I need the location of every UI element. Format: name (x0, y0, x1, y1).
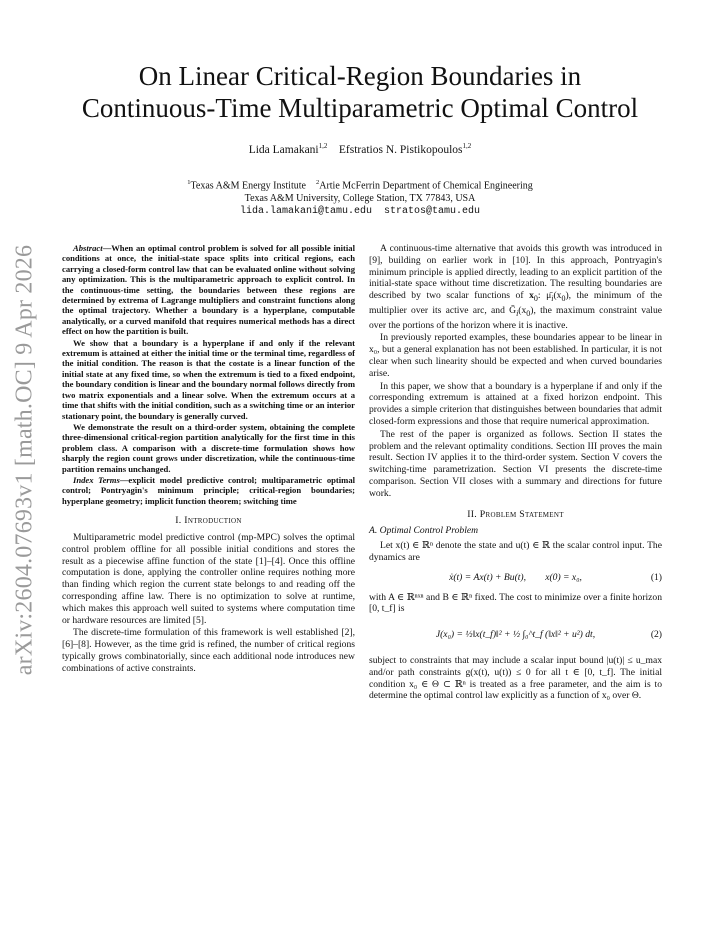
equation-2-number: (2) (650, 629, 662, 641)
index-terms-label: Index Terms (73, 474, 120, 485)
intro-p2: The discrete-time formulation of this framework is well established [2], [6]–[8]. However, as the time grid is refined, the number of critical regions typically grows combinatorially, since each additional node introduces new combinations of active constraints. (62, 627, 355, 674)
affiliation-line-1 (40, 176, 680, 192)
index-terms-text: —explicit model predictive control; multiparametric optimal control; Pontryagin's minimum principle; critical-region boundaries; hyperplane geometry; implicit function theorem; switching time (62, 474, 356, 506)
abstract-text-1: —When an optimal control problem is solved for all possible initial conditions at once, the initial-state space splits into critical regions, each carrying a closed-form control law that can be evaluated online without solving any optimization. This is the multiparametric approach to explicit control. In the continuous-time setting, the boundaries between these regions are determined by extrema of Lagrange multipliers and constraint functions along the optimal trajectory. Whether a boundary is a hyperplane, computable analytically, or a curved manifold that requires numerical methods has a direct effect on how the partition is built. (62, 243, 355, 337)
intro-p3-b: : μ̄ (537, 290, 552, 302)
abstract-p3: We demonstrate the result on a third-order system, obtaining the complete three-dimensional critical-region partition analytically for the first time in this problem class. A comparison with a discrete-time formulation shows how sharply the region count grows under discretization, while the continuous-time partition remains unchanged. (62, 421, 355, 474)
abstract-p2: We show that a boundary is a hyperplane if and only if the relevant extremum is attained at either the initial time or the terminal time, regardless of the initial condition. The reason is that the costate is a linear function of the initial state at any fixed time, so when the extremum is tied to a fixed endpoint, the boundary condition is linear and the boundary normal follows directly from two matrix exponentials and a linear solve. When the extremum occurs at a time that shifts with the initial condition, such as a switching time or an interior stationary point, the boundary is generally curved. (62, 337, 355, 421)
left-column (62, 243, 355, 676)
author-list (40, 142, 680, 156)
affiliation-line-2: Texas A&M University, College Station, TX 77843, USA (244, 193, 476, 205)
affil-inst-1: Texas A&M Energy Institute (190, 180, 306, 192)
affil-sup-2: 2 (315, 179, 320, 186)
intro-p3-d: ), the minimum of the multiplier over its active arc, and Ḡ (369, 290, 662, 316)
paper-title (40, 60, 680, 124)
right-column (369, 243, 662, 703)
intro-p5: In this paper, we show that a boundary is a hyperplane if and only if the corresponding extremum is attained at a fixed horizon endpoint. This provides a simple criterion that distinguishes between boundaries that admit closed-form expressions and those that require numerical approximation. (369, 380, 662, 427)
equation-2 (369, 629, 662, 641)
intro-p1: Multiparametric model predictive control (mp-MPC) solves the optimal control problem offline for all possible initial conditions and stores the result as a piecewise affine function of the state [1]–[4]. Once this offline computation is done, applying the controller online requires nothing more than finding which region the current state belongs to and reading off the corresponding affine law. There is no optimization to solve at runtime, which makes this approach well suited to systems where computation time or hardware resources are limited [5]. (62, 531, 355, 626)
author-2-affil: 1,2 (462, 142, 472, 150)
problem-p3: subject to constraints that may include a scalar input bound |u(t)| ≤ u_max and/or path constraints g(x(t), u(t)) ≤ 0 for all t ∈ [0, t_f]. The initial condition x₀ ∈ Θ ⊂ ℝⁿ is treated as a free parameter, and the aim is to determine the optimal control law explicitly as a function of x₀ over Θ. (369, 654, 662, 702)
affiliations (40, 176, 680, 218)
intro-p3-e: (x (518, 304, 527, 316)
problem-p2: with A ∈ ℝⁿˣⁿ and B ∈ ℝⁿ fixed. The cost to minimize over a finite horizon [0, t_f] is (369, 591, 662, 615)
section-heading-introduction: I. Introduction (175, 515, 242, 527)
affil-inst-2: Artie McFerrin Department of Chemical Engineering (319, 180, 533, 192)
equation-2-body: J(x₀) = ½‖x(t_f)‖² + ½ ∫₀^t_f (‖x‖² + u²) dt, (435, 629, 596, 641)
intro-p3-x0: x (529, 290, 534, 302)
intro-p3-f: ), the maximum constraint value over the portions of the horizon where it is inactive. (369, 304, 662, 331)
intro-p3-a: A continuous-time alternative that avoids this growth was introduced in [9], building on earlier work in [10]. In this approach, Pontryagin's minimum principle is applied directly, leading to an explicit partition of the initial-state space without time discretization. The resulting boundaries are described by two scalar functions of (369, 243, 662, 302)
intro-p3: A continuous-time alternative that avoids this growth was introduced in [9], building on earlier work in [10]. In this approach, Pontryagin's minimum principle is applied directly, leading to an explicit partition of the initial-state space without time discretization. The resulting boundaries are described by two scalar functions of $x_0$: $\mū_i(x_0)$, the minimum of the multiplier over its active arc, and $Ḡ_i(x_0)$, the maximum constraint value over the portions of the horizon where it is inactive. (369, 243, 662, 331)
intro-p3-c: (x (553, 290, 562, 302)
index-terms (62, 475, 355, 506)
equation-1 (369, 572, 662, 584)
intro-p6: The rest of the paper is organized as follows. Section II states the problem and the relevant optimality conditions. Section III proves the main result. Section IV applies it to the third-order system. Section V covers the switching-time parametrization. Section VI presents the discrete-time comparison. Section VII closes with a summary and directions for future work. (369, 428, 662, 499)
equation-1-number: (1) (650, 571, 662, 583)
arxiv-stamp: arXiv:2604.07693v1 [math.OC] 9 Apr 2026 (11, 244, 38, 676)
author-emails: lida.lamakani@tamu.edu stratos@tamu.edu (239, 206, 481, 218)
title-line-2: Continuous-Time Multiparametric Optimal Control (81, 93, 639, 123)
author-2: Efstratios N. Pistikopoulos (338, 143, 463, 156)
abstract-p1 (62, 243, 355, 337)
abstract-label: Abstract (73, 243, 103, 253)
title-line-1: On Linear Critical-Region Boundaries in (138, 61, 582, 91)
equation-1-body: ẋ(t) = Ax(t) + Bu(t), x(0) = x₀, (449, 571, 582, 583)
author-1-affil: 1,2 (318, 142, 328, 150)
abstract (62, 243, 355, 506)
subsection-heading-ocp: A. Optimal Control Problem (369, 525, 479, 537)
intro-p4: In previously reported examples, these boundaries appear to be linear in x₀, but a general explanation has not been established. In particular, it is not clear when such linearity should be expected and when curved boundaries arise. (369, 332, 662, 379)
arxiv-sidebar (2, 244, 48, 676)
author-1: Lida Lamakani (248, 143, 319, 156)
affil-sup-1: 1 (187, 179, 191, 186)
problem-p1: Let x(t) ∈ ℝⁿ denote the state and u(t) ∈ ℝ the scalar control input. The dynamics are (369, 540, 662, 563)
section-heading-problem-statement: II. Problem Statement (467, 508, 564, 520)
